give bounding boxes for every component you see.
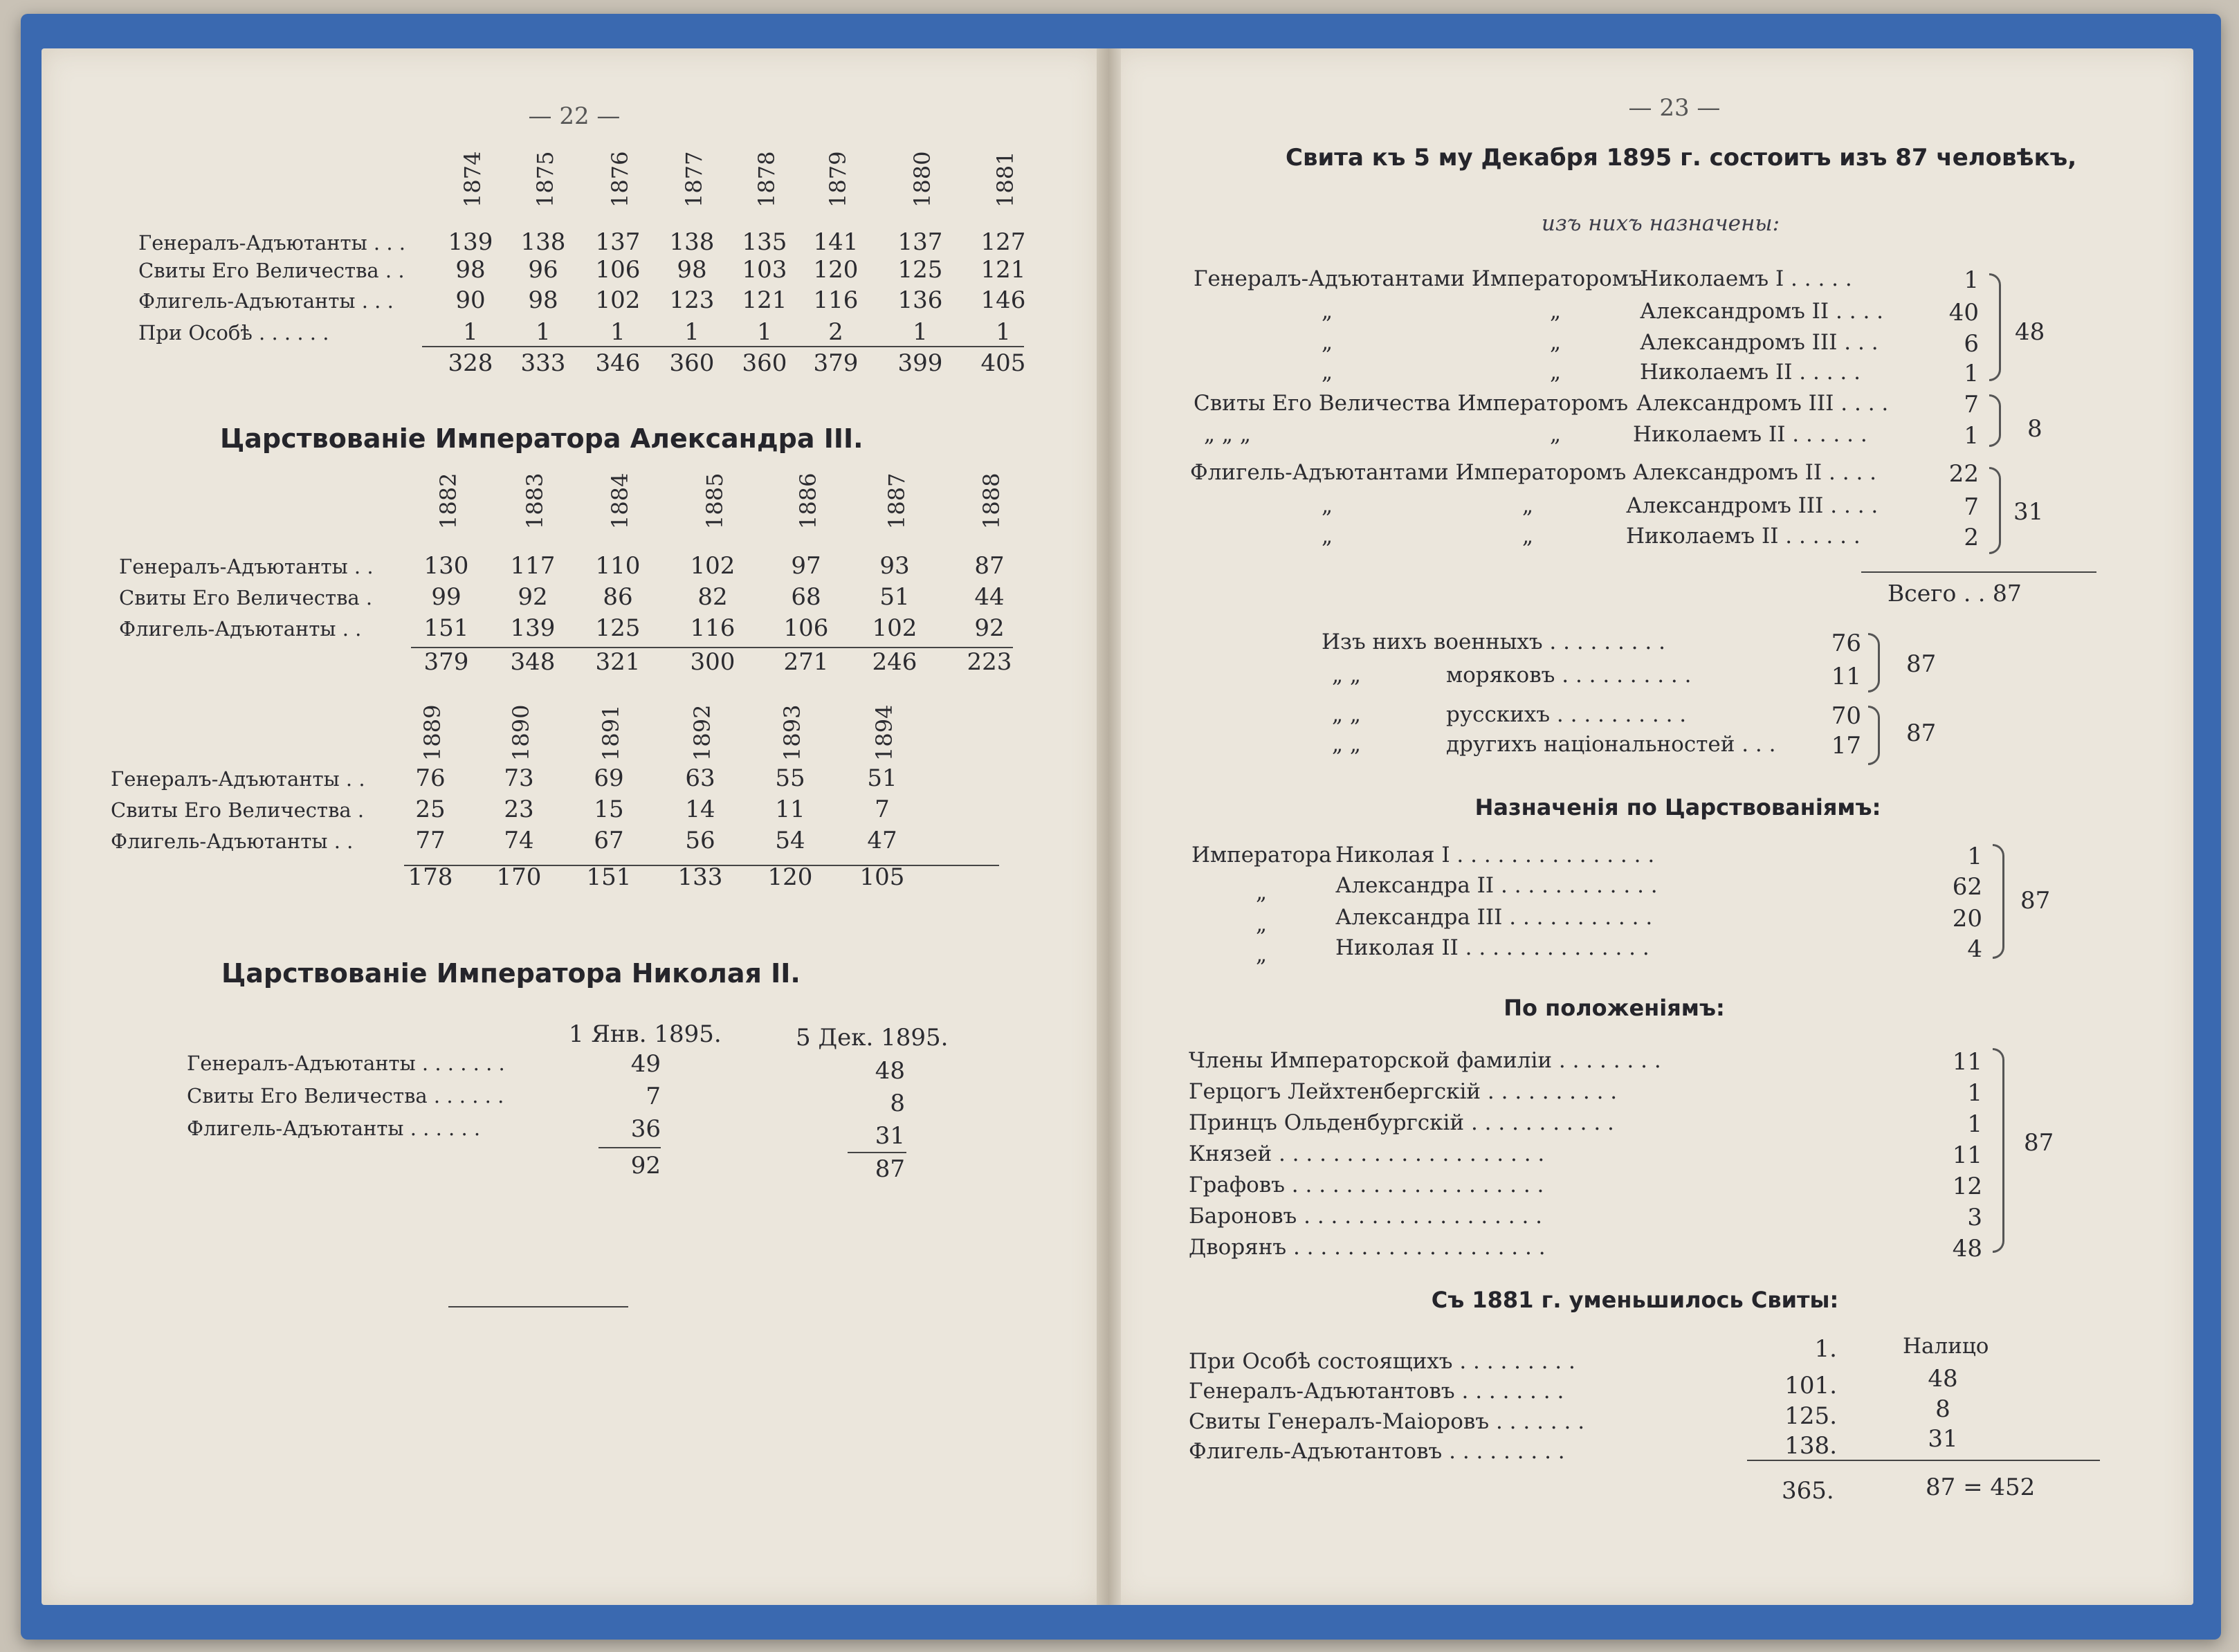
table1-cell: 127 xyxy=(980,228,1026,256)
heading-reign-alexander-iii: Царствованіе Императора Александра III. xyxy=(220,423,863,454)
table1-cell: 138 xyxy=(520,228,566,256)
table1-cell: 120 xyxy=(813,256,859,284)
table3-cell: 15 xyxy=(594,796,624,823)
table3-cell: 74 xyxy=(504,827,534,854)
composition-ditto: „ „ xyxy=(1332,702,1361,727)
appointed-row-left: „ „ „ xyxy=(1204,422,1251,447)
table2-cell: 51 xyxy=(879,583,910,611)
table1-year-label: 1877 xyxy=(681,151,707,208)
appointed-row-ditto: „ xyxy=(1550,422,1562,447)
position-value: 1 xyxy=(1967,1110,1982,1138)
composition-total-1: 87 xyxy=(1906,650,1937,678)
table3-row-label: Генералъ-Адъютанты . . xyxy=(111,767,365,791)
table1-year-label: 1876 xyxy=(607,151,633,208)
table2-cell: 97 xyxy=(791,552,821,580)
table2-cell: 130 xyxy=(423,552,469,580)
decrease-value-1881: 138. xyxy=(1784,1432,1837,1460)
heading-decrease: Съ 1881 г. уменьшилось Свиты: xyxy=(1431,1287,1839,1313)
table4-row-label: Флигель-Адъютанты . . . . . . xyxy=(187,1117,481,1140)
table4-value-dec: 8 xyxy=(890,1090,905,1117)
table2-total-cell: 379 xyxy=(423,648,469,676)
table3-cell: 14 xyxy=(685,796,715,823)
position-value: 48 xyxy=(1952,1235,1982,1263)
table2-total-cell: 223 xyxy=(967,648,1012,676)
appointed-row-left: „ xyxy=(1322,493,1333,518)
appointed-row-value: 1 xyxy=(1964,422,1979,450)
table1-cell: 146 xyxy=(980,286,1026,314)
appointed-row-name: Николаемъ I . . . . . xyxy=(1640,266,1852,291)
table3-cell: 67 xyxy=(594,827,624,854)
table3-cell: 76 xyxy=(415,764,446,792)
table2-row-label: Флигель-Адъютанты . . xyxy=(119,617,362,641)
table1-cell: 103 xyxy=(742,256,787,284)
table4-row-label: Генералъ-Адъютанты . . . . . . . xyxy=(187,1052,505,1075)
reign-value: 20 xyxy=(1952,905,1982,933)
table2-cell: 82 xyxy=(697,583,728,611)
appointed-row-left: „ xyxy=(1322,360,1333,385)
table2-cell: 102 xyxy=(872,614,917,642)
table1-cell: 1 xyxy=(757,318,772,346)
table2-year-label: 1882 xyxy=(435,472,461,529)
table1-cell: 102 xyxy=(595,286,641,314)
composition-label: другихъ національностей . . . xyxy=(1446,732,1776,757)
decrease-label: Флигель-Адъютантовъ . . . . . . . . . xyxy=(1189,1439,1565,1464)
table1-row-label: При Особѣ . . . . . . xyxy=(138,321,329,345)
composition-value: 17 xyxy=(1831,732,1861,760)
position-value: 11 xyxy=(1952,1048,1982,1076)
reigns-brace xyxy=(1993,844,2004,959)
table3-total-cell: 120 xyxy=(767,863,813,891)
table1-cell: 1 xyxy=(463,318,478,346)
position-label: Бароновъ . . . . . . . . . . . . . . . . . . xyxy=(1189,1204,1543,1229)
table1-cell: 98 xyxy=(528,286,558,314)
table1-total-cell: 333 xyxy=(520,349,566,377)
table1-cell: 106 xyxy=(595,256,641,284)
table3-cell: 51 xyxy=(867,764,897,792)
reign-value: 62 xyxy=(1952,873,1982,901)
table1-cell: 2 xyxy=(828,318,843,346)
positions-total: 87 xyxy=(2024,1129,2054,1157)
reign-value: 4 xyxy=(1967,935,1982,963)
table4-rule-dec xyxy=(848,1152,906,1153)
table1-total-cell: 379 xyxy=(813,349,859,377)
table3-year-label: 1893 xyxy=(779,704,805,761)
reign-name: Александра III . . . . . . . . . . . xyxy=(1335,905,1653,930)
right-subtitle: изъ нихъ назначены: xyxy=(1541,211,1780,236)
table1-total-rule xyxy=(422,346,1024,347)
position-value: 12 xyxy=(1952,1173,1982,1200)
appointed-row-ditto: „ xyxy=(1550,360,1562,385)
composition-value: 76 xyxy=(1831,630,1861,657)
table2-year-label: 1885 xyxy=(702,472,728,529)
appointed-row-value: 40 xyxy=(1948,299,1979,327)
position-label: Графовъ . . . . . . . . . . . . . . . . . . . xyxy=(1189,1173,1544,1197)
appointed-row-value: 1 xyxy=(1964,360,1979,387)
position-value: 1 xyxy=(1967,1079,1982,1107)
table4-row-label: Свиты Его Величества . . . . . . xyxy=(187,1084,504,1108)
decrease-total-rule xyxy=(1747,1460,2100,1461)
table3-cell: 23 xyxy=(504,796,534,823)
reign-name: Александра II . . . . . . . . . . . . xyxy=(1335,873,1658,898)
table3-year-label: 1891 xyxy=(598,704,624,761)
table3-year-label: 1894 xyxy=(871,704,897,761)
table3-year-label: 1890 xyxy=(508,704,534,761)
table2-total-cell: 348 xyxy=(510,648,556,676)
table2-cell: 106 xyxy=(783,614,829,642)
table1-cell: 135 xyxy=(742,228,787,256)
positions-brace xyxy=(1993,1048,2004,1253)
appointed-row-left: „ xyxy=(1322,330,1333,355)
table3-total-cell: 105 xyxy=(859,863,905,891)
table3-row-label: Свиты Его Величества . xyxy=(111,798,365,822)
composition-value: 70 xyxy=(1831,702,1861,730)
table1-cell: 141 xyxy=(813,228,859,256)
appointed-row-name: Александромъ II . . . . xyxy=(1640,299,1884,324)
table1-cell: 121 xyxy=(742,286,787,314)
table3-total-cell: 151 xyxy=(586,863,632,891)
appointed-row-ditto: „ xyxy=(1522,493,1534,518)
decrease-label: Свиты Генералъ-Маіоровъ . . . . . . . xyxy=(1189,1409,1585,1434)
table1-cell: 90 xyxy=(455,286,486,314)
table2-row-label: Свиты Его Величества . xyxy=(119,586,373,609)
table1-total-cell: 399 xyxy=(897,349,943,377)
table2-cell: 110 xyxy=(595,552,641,580)
appointed-total-gen-adj: 48 xyxy=(2015,318,2045,346)
appointed-row-value: 22 xyxy=(1948,460,1979,488)
table1-year-label: 1881 xyxy=(992,151,1018,208)
table2-cell: 102 xyxy=(690,552,735,580)
table1-cell: 137 xyxy=(595,228,641,256)
table1-total-cell: 360 xyxy=(669,349,715,377)
table2-row-label: Генералъ-Адъютанты . . xyxy=(119,555,374,578)
table1-row-label: Флигель-Адъютанты . . . xyxy=(138,289,394,313)
appointed-row-name: Николаемъ II . . . . . . xyxy=(1626,524,1861,549)
table2-year-label: 1884 xyxy=(607,472,633,529)
table1-cell: 123 xyxy=(669,286,715,314)
composition-value: 11 xyxy=(1831,663,1861,690)
table1-cell: 1 xyxy=(536,318,551,346)
table2-cell: 151 xyxy=(423,614,469,642)
closing-rule xyxy=(448,1306,628,1307)
table4-rule-jan xyxy=(598,1147,661,1148)
table3-cell: 54 xyxy=(775,827,805,854)
table1-cell: 1 xyxy=(913,318,928,346)
table2-cell: 99 xyxy=(431,583,461,611)
table3-cell: 63 xyxy=(685,764,715,792)
table2-total-cell: 271 xyxy=(783,648,829,676)
decrease-col-header: Налицо xyxy=(1903,1334,1989,1359)
appointed-row-value: 7 xyxy=(1964,391,1979,419)
table2-total-cell: 321 xyxy=(595,648,641,676)
composition-label: Изъ нихъ военныхъ . . . . . . . . . xyxy=(1322,630,1665,654)
table4-col2-header: 5 Дек. 1895. xyxy=(796,1024,949,1052)
table2-cell: 92 xyxy=(974,614,1005,642)
table1-cell: 1 xyxy=(610,318,625,346)
table2-cell: 117 xyxy=(510,552,556,580)
table1-row-label: Генералъ-Адъютанты . . . xyxy=(138,231,405,255)
table1-year-label: 1880 xyxy=(909,151,935,208)
reigns-total: 87 xyxy=(2020,887,2051,915)
decrease-value-present: 48 xyxy=(1928,1365,1958,1393)
heading-reigns: Назначенія по Царствованіямъ: xyxy=(1474,794,1881,820)
appointed-row-name: Николаемъ II . . . . . . xyxy=(1633,422,1867,447)
appointed-row-ditto: „ xyxy=(1522,524,1534,549)
table3-year-label: 1889 xyxy=(419,704,446,761)
table1-cell: 125 xyxy=(897,256,943,284)
appointed-row-left: Генералъ-Адъютантами Императоромъ xyxy=(1194,266,1643,291)
table3-cell: 7 xyxy=(875,796,890,823)
position-label: Члены Императорской фамиліи . . . . . . . . xyxy=(1189,1048,1661,1073)
appointed-brace-svita xyxy=(1989,394,2001,447)
position-value: 3 xyxy=(1967,1204,1982,1231)
table1-year-label: 1875 xyxy=(532,151,558,208)
appointed-row-name: Александромъ III . . . . xyxy=(1636,391,1889,416)
table1-total-cell: 346 xyxy=(595,349,641,377)
appointed-row-left: „ xyxy=(1322,299,1333,324)
position-label: Князей . . . . . . . . . . . . . . . . . . . . xyxy=(1189,1141,1545,1166)
position-label: Дворянъ . . . . . . . . . . . . . . . . . . . xyxy=(1189,1235,1546,1260)
appointed-total-fligel: 31 xyxy=(2013,498,2044,526)
decrease-label: Генералъ-Адъютантовъ . . . . . . . . xyxy=(1189,1379,1564,1404)
reign-prefix: „ xyxy=(1256,912,1268,937)
table1-row-label: Свиты Его Величества . . xyxy=(138,259,405,282)
table1-cell: 116 xyxy=(813,286,859,314)
table1-year-label: 1874 xyxy=(459,151,486,208)
table2-year-label: 1887 xyxy=(884,472,910,529)
appointed-row-name: Александромъ III . . . xyxy=(1640,330,1879,355)
composition-brace-2 xyxy=(1868,706,1880,765)
table4-col1-header: 1 Янв. 1895. xyxy=(569,1020,722,1048)
table1-cell: 1 xyxy=(684,318,700,346)
decrease-value-present: 31 xyxy=(1928,1425,1958,1453)
table3-total-cell: 133 xyxy=(677,863,723,891)
table1-year-label: 1878 xyxy=(753,151,780,208)
appointed-brace-fligel xyxy=(1989,467,2001,554)
table2-year-label: 1886 xyxy=(795,472,821,529)
reign-name: Николая I . . . . . . . . . . . . . . . xyxy=(1335,843,1655,868)
table1-cell: 98 xyxy=(455,256,486,284)
composition-total-2: 87 xyxy=(1906,719,1937,747)
page-number-left: — 22 — xyxy=(528,102,621,130)
decrease-total-present: 87 = 452 xyxy=(1926,1474,2036,1501)
table3-total-cell: 170 xyxy=(496,863,542,891)
table1-cell: 136 xyxy=(897,286,943,314)
table2-year-label: 1883 xyxy=(522,472,548,529)
composition-label: русскихъ . . . . . . . . . . xyxy=(1446,702,1687,727)
appointed-row-ditto: „ xyxy=(1550,299,1562,324)
table1-total-cell: 328 xyxy=(448,349,493,377)
table1-cell: 121 xyxy=(980,256,1026,284)
appointed-total-rule xyxy=(1861,571,2096,573)
right-title: Свита къ 5 му Декабря 1895 г. состоитъ изъ 87 человѣкъ, xyxy=(1286,144,2077,172)
table2-total-cell: 246 xyxy=(872,648,917,676)
table2-cell: 87 xyxy=(974,552,1005,580)
table3-cell: 69 xyxy=(594,764,624,792)
table1-cell: 96 xyxy=(528,256,558,284)
reign-prefix: „ xyxy=(1256,942,1268,967)
appointed-total-svita: 8 xyxy=(2027,415,2042,443)
table2-total-cell: 300 xyxy=(690,648,735,676)
table1-cell: 98 xyxy=(677,256,707,284)
table2-cell: 44 xyxy=(974,583,1005,611)
position-value: 11 xyxy=(1952,1141,1982,1169)
table3-cell: 47 xyxy=(867,827,897,854)
table1-total-cell: 360 xyxy=(742,349,787,377)
heading-positions: По положеніямъ: xyxy=(1504,995,1725,1021)
appointed-row-left: „ xyxy=(1322,524,1333,549)
composition-brace-1 xyxy=(1868,633,1880,692)
table2-cell: 116 xyxy=(690,614,735,642)
table2-cell: 86 xyxy=(603,583,633,611)
position-label: Герцогъ Лейхтенбергскій . . . . . . . . . . xyxy=(1189,1079,1618,1104)
table4-value-dec: 48 xyxy=(875,1057,905,1085)
position-label: Принцъ Ольденбургскій . . . . . . . . . . . xyxy=(1189,1110,1614,1135)
table4-total-dec: 87 xyxy=(875,1155,905,1183)
appointed-row-name: Александромъ II . . . . xyxy=(1633,460,1877,485)
table2-cell: 68 xyxy=(791,583,821,611)
page-number-right: — 23 — xyxy=(1628,94,1721,122)
table4-total-jan: 92 xyxy=(630,1152,661,1180)
appointed-brace-gen-adj xyxy=(1989,273,2001,381)
composition-label: моряковъ . . . . . . . . . . xyxy=(1446,663,1692,688)
table3-cell: 77 xyxy=(415,827,446,854)
appointed-row-ditto: „ xyxy=(1550,330,1562,355)
table2-cell: 125 xyxy=(595,614,641,642)
table4-value-jan: 49 xyxy=(630,1050,661,1078)
appointed-row-name: Николаемъ II . . . . . xyxy=(1640,360,1861,385)
table2-year-label: 1888 xyxy=(978,472,1005,529)
table1-year-label: 1879 xyxy=(825,151,851,208)
table2-cell: 139 xyxy=(510,614,556,642)
table3-cell: 73 xyxy=(504,764,534,792)
appointed-row-value: 6 xyxy=(1964,330,1979,358)
composition-ditto: „ „ xyxy=(1332,663,1361,688)
reign-prefix: „ xyxy=(1256,880,1268,905)
table3-cell: 56 xyxy=(685,827,715,854)
composition-ditto: „ „ xyxy=(1332,732,1361,757)
table3-cell: 55 xyxy=(775,764,805,792)
appointed-row-left: Свиты Его Величества Императоромъ xyxy=(1194,391,1629,416)
table4-value-dec: 31 xyxy=(875,1122,905,1150)
table1-cell: 137 xyxy=(897,228,943,256)
table3-year-label: 1892 xyxy=(689,704,715,761)
table3-total-cell: 178 xyxy=(408,863,453,891)
decrease-total-1881: 365. xyxy=(1782,1477,1834,1505)
table3-cell: 25 xyxy=(415,796,446,823)
appointed-row-left: Флигель-Адъютантами Императоромъ xyxy=(1190,460,1627,485)
appointed-row-value: 1 xyxy=(1964,266,1979,294)
appointed-row-name: Александромъ III . . . . xyxy=(1626,493,1879,518)
decrease-value-1881: 125. xyxy=(1784,1402,1837,1430)
table1-cell: 1 xyxy=(996,318,1011,346)
reign-prefix: Императора xyxy=(1191,843,1332,868)
reign-value: 1 xyxy=(1967,843,1982,870)
appointed-grand-total: Всего . . 87 xyxy=(1888,580,2022,607)
decrease-value-1881: 1. xyxy=(1814,1335,1837,1363)
table4-value-jan: 7 xyxy=(646,1083,661,1110)
table2-cell: 93 xyxy=(879,552,910,580)
reign-name: Николая II . . . . . . . . . . . . . . xyxy=(1335,935,1649,960)
table3-row-label: Флигель-Адъютанты . . xyxy=(111,829,354,853)
table2-cell: 92 xyxy=(518,583,548,611)
decrease-value-present: 8 xyxy=(1935,1395,1950,1423)
decrease-value-1881: 101. xyxy=(1784,1372,1837,1399)
table1-cell: 138 xyxy=(669,228,715,256)
table4-value-jan: 36 xyxy=(630,1115,661,1143)
heading-reign-nicholas-ii: Царствованіе Императора Николая II. xyxy=(221,958,801,989)
table1-cell: 139 xyxy=(448,228,493,256)
book-gutter xyxy=(1097,48,1121,1605)
decrease-label: При Особѣ состоящихъ . . . . . . . . . xyxy=(1189,1349,1575,1374)
table1-total-cell: 405 xyxy=(980,349,1026,377)
appointed-row-value: 7 xyxy=(1964,493,1979,521)
appointed-row-value: 2 xyxy=(1964,524,1979,551)
table3-cell: 11 xyxy=(775,796,805,823)
